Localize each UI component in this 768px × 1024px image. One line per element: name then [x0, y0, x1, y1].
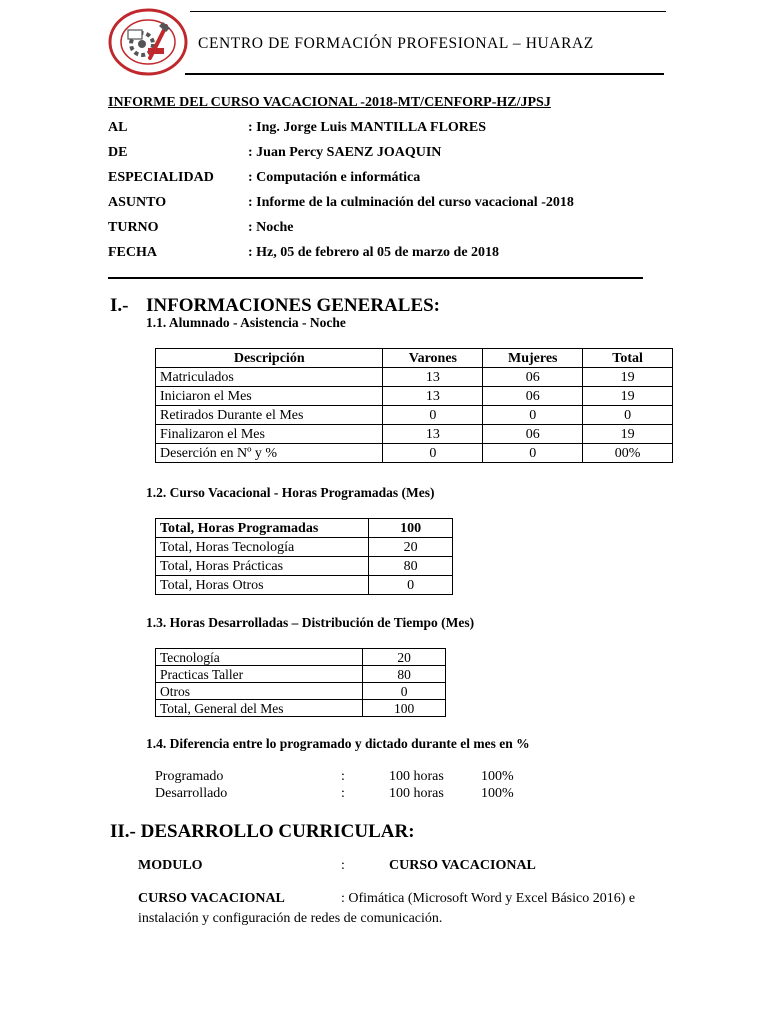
developed-hours-table	[155, 648, 446, 717]
table-cell: Iniciaron el Mes	[156, 387, 383, 406]
table-cell: Total, Horas Programadas	[156, 519, 369, 538]
table-row	[156, 649, 446, 666]
section-2-title: II.- DESARROLLO CURRICULAR:	[110, 821, 415, 842]
curso-label: CURSO VACACIONAL	[138, 891, 285, 906]
table-cell: 0	[483, 444, 583, 463]
modulo-value: CURSO VACACIONAL	[389, 858, 536, 873]
modulo-label: MODULO	[138, 858, 203, 873]
table-cell: 20	[363, 649, 446, 666]
memo-label: ASUNTO	[108, 195, 167, 210]
table-row	[156, 700, 446, 717]
memo-row-al	[108, 120, 668, 138]
table-cell: 06	[483, 368, 583, 387]
memo-title: INFORME DEL CURSO VACACIONAL -2018-MT/CENFORP-HZ/JPSJ	[108, 95, 551, 110]
table-cell: Total, General del Mes	[156, 700, 363, 717]
memo-bottom-rule	[108, 277, 643, 279]
table-row	[156, 387, 673, 406]
subsection-1-1-title: 1.1. Alumnado - Asistencia - Noche	[146, 315, 346, 330]
table-cell: 13	[383, 387, 483, 406]
table-cell: Practicas Taller	[156, 666, 363, 683]
memo-label: TURNO	[108, 220, 159, 235]
memo-value: : Computación e informática	[248, 170, 421, 185]
memo-label: FECHA	[108, 245, 157, 260]
table-cell: Total, Horas Prácticas	[156, 557, 369, 576]
table-cell: 06	[483, 425, 583, 444]
diff-label-desarrollado: Desarrollado	[155, 786, 228, 801]
table-cell: Deserción en Nº y %	[156, 444, 383, 463]
table-row	[156, 557, 453, 576]
diff-percent: 100%	[481, 769, 514, 784]
memo-label: DE	[108, 145, 128, 160]
table-cell: Retirados Durante el Mes	[156, 406, 383, 425]
section-1-number: I.-	[110, 295, 129, 316]
table-cell: 0	[363, 683, 446, 700]
table-cell: 0	[483, 406, 583, 425]
header-title: CENTRO DE FORMACIÓN PROFESIONAL – HUARAZ	[198, 35, 594, 52]
table-cell: Tecnología	[156, 649, 363, 666]
table-row	[156, 406, 673, 425]
memo-value: : Informe de la culminación del curso vacacional -2018	[248, 195, 574, 210]
memo-label: AL	[108, 120, 128, 135]
memo-label: ESPECIALIDAD	[108, 170, 214, 185]
memo-value: : Noche	[248, 220, 294, 235]
table-header-row	[156, 349, 673, 368]
memo-value: : Hz, 05 de febrero al 05 de marzo de 2018	[248, 245, 500, 260]
table-row	[156, 425, 673, 444]
table-cell: 00%	[583, 444, 673, 463]
programmed-hours-table	[155, 518, 453, 595]
table-cell: 100	[369, 519, 453, 538]
table-header: Varones	[383, 349, 483, 368]
memo-row-especialidad	[108, 170, 668, 188]
table-cell: Matriculados	[156, 368, 383, 387]
diff-hours: 100 horas	[389, 786, 444, 801]
table-cell: 0	[383, 444, 483, 463]
table-header-row	[156, 519, 453, 538]
table-row	[156, 538, 453, 557]
modulo-separator: :	[341, 858, 345, 873]
subsection-1-2-title: 1.2. Curso Vacacional - Horas Programadas (Mes)	[146, 485, 435, 500]
diff-percent: 100%	[481, 786, 514, 801]
table-cell: Otros	[156, 683, 363, 700]
table-cell: 13	[383, 425, 483, 444]
table-cell: 06	[483, 387, 583, 406]
attendance-table	[155, 348, 673, 463]
memo-row-fecha	[108, 245, 668, 263]
table-row	[156, 576, 453, 595]
table-cell: 19	[583, 387, 673, 406]
table-cell: Finalizaron el Mes	[156, 425, 383, 444]
table-cell: 19	[583, 425, 673, 444]
table-row	[156, 666, 446, 683]
table-cell: 13	[383, 368, 483, 387]
table-row	[156, 444, 673, 463]
memo-value: : Ing. Jorge Luis MANTILLA FLORES	[248, 120, 487, 135]
header-top-rule	[190, 11, 666, 12]
diff-label-programado: Programado	[155, 769, 224, 784]
table-cell: 80	[363, 666, 446, 683]
header-bottom-rule	[185, 73, 664, 75]
memo-value: : Juan Percy SAENZ JOAQUIN	[248, 145, 442, 160]
table-header: Descripción	[156, 349, 383, 368]
curso-text-first: : Ofimática (Microsoft Word y Excel Básico 2016) e	[341, 891, 636, 906]
section-1-title: INFORMACIONES GENERALES:	[146, 295, 441, 316]
diff-separator: :	[341, 769, 345, 784]
table-header: Mujeres	[483, 349, 583, 368]
cenforp-logo	[108, 8, 188, 76]
table-cell: 80	[369, 557, 453, 576]
diff-hours: 100 horas	[389, 769, 444, 784]
table-row	[156, 683, 446, 700]
table-cell: 19	[583, 368, 673, 387]
table-cell: Total, Horas Tecnología	[156, 538, 369, 557]
memo-row-turno	[108, 220, 668, 238]
table-cell: Total, Horas Otros	[156, 576, 369, 595]
subsection-1-3-title: 1.3. Horas Desarrolladas – Distribución de Tiempo (Mes)	[146, 615, 475, 630]
table-cell: 0	[383, 406, 483, 425]
table-header: Total	[583, 349, 673, 368]
table-row	[156, 368, 673, 387]
table-cell: 0	[583, 406, 673, 425]
memo-row-de	[108, 145, 668, 163]
curso-text-second: instalación y configuración de redes de comunicación.	[138, 911, 443, 926]
memo-row-asunto	[108, 195, 668, 213]
table-cell: 20	[369, 538, 453, 557]
table-cell: 100	[363, 700, 446, 717]
subsection-1-4-title: 1.4. Diferencia entre lo programado y dictado durante el mes en %	[146, 736, 530, 751]
table-cell: 0	[369, 576, 453, 595]
diff-separator: :	[341, 786, 345, 801]
